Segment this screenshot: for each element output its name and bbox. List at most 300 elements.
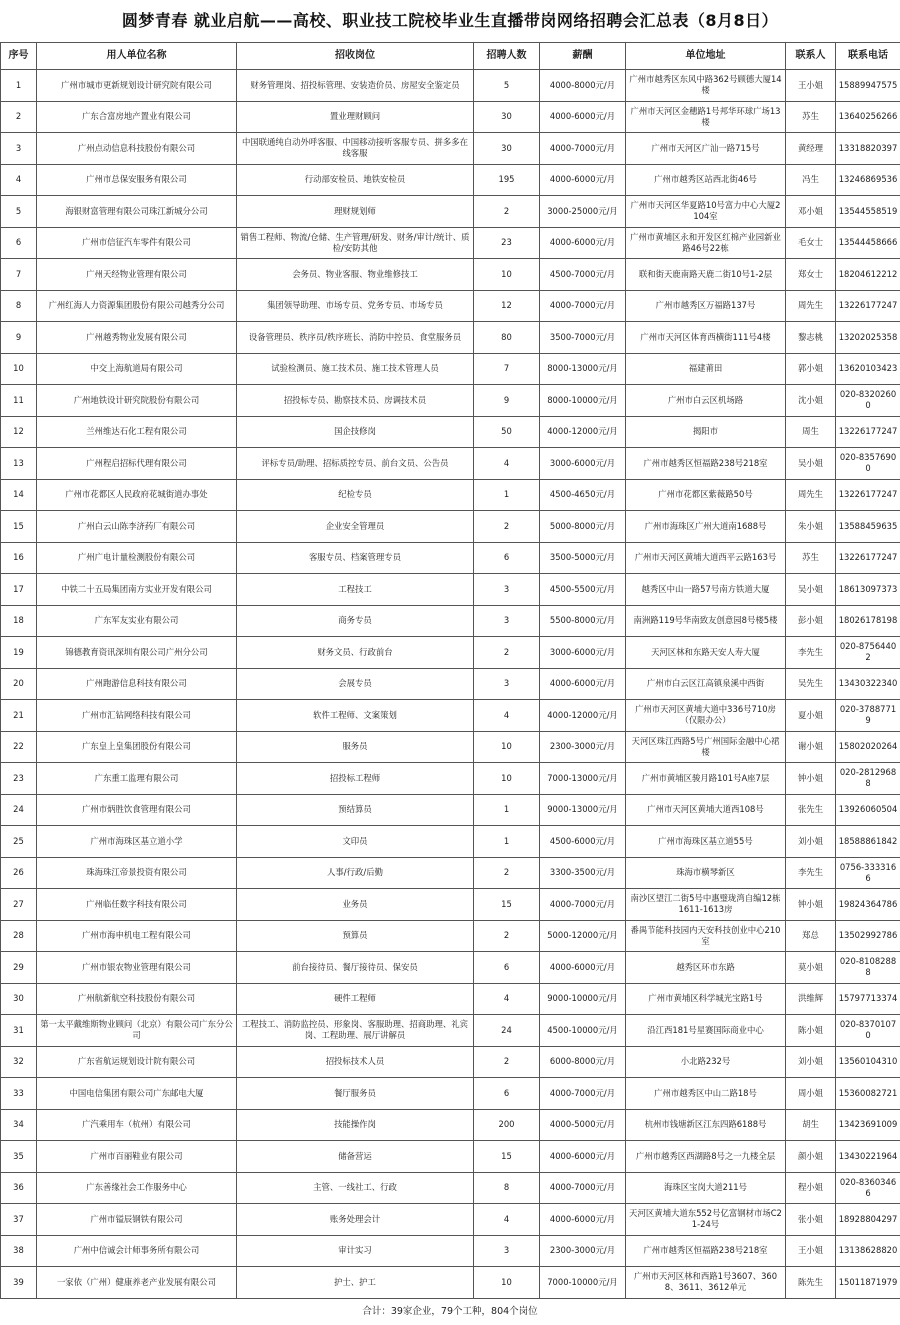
address: 天河区珠江西路5号广州国际金融中心裙楼 (626, 731, 786, 763)
table-row (1, 1235, 900, 1267)
company-name: 兰州维达石化工程有限公司 (37, 416, 237, 448)
contact-person: 周生 (786, 416, 836, 448)
contact-person: 郭小姐 (786, 353, 836, 385)
address: 广州市越秀区恒福路238号218室 (626, 1235, 786, 1267)
row-number: 19 (1, 637, 37, 669)
phone: 13926060504 (836, 794, 900, 826)
positions: 评标专员/助理、招标质控专员、前台文员、公告员 (237, 448, 474, 480)
address: 广州市越秀区恒福路238号218室 (626, 448, 786, 480)
salary: 3000-6000元/月 (540, 637, 626, 669)
phone: 18588861842 (836, 826, 900, 858)
phone: 020-83701070 (836, 1015, 900, 1047)
positions: 会务员、物业客服、物业维修技工 (237, 259, 474, 291)
positions: 软件工程师、文案策划 (237, 700, 474, 732)
contact-person: 陈小姐 (786, 1015, 836, 1047)
company-name: 广州市百丽鞋业有限公司 (37, 1141, 237, 1173)
phone: 13423691009 (836, 1109, 900, 1141)
row-number: 22 (1, 731, 37, 763)
headcount: 4 (474, 983, 540, 1015)
contact-person: 沈小姐 (786, 385, 836, 417)
table-row (1, 574, 900, 606)
positions: 理财规划师 (237, 196, 474, 228)
salary: 4000-7000元/月 (540, 1172, 626, 1204)
salary: 4000-7000元/月 (540, 133, 626, 165)
contact-person: 刘小姐 (786, 826, 836, 858)
contact-person: 谢小姐 (786, 731, 836, 763)
table-row (1, 1141, 900, 1173)
salary: 4000-7000元/月 (540, 889, 626, 921)
phone: 13588459635 (836, 511, 900, 543)
row-number: 15 (1, 511, 37, 543)
contact-person: 王小姐 (786, 70, 836, 102)
headcount: 4 (474, 700, 540, 732)
table-row (1, 290, 900, 322)
row-number: 34 (1, 1109, 37, 1141)
company-name: 广州程启招标代理有限公司 (37, 448, 237, 480)
address: 联和街天鹿南路天鹿二街10号1-2层 (626, 259, 786, 291)
table-row (1, 353, 900, 385)
contact-person: 吴小姐 (786, 448, 836, 480)
headcount: 2 (474, 1046, 540, 1078)
address: 揭阳市 (626, 416, 786, 448)
header-no: 序号 (1, 43, 37, 70)
phone: 13560104310 (836, 1046, 900, 1078)
contact-person: 夏小姐 (786, 700, 836, 732)
salary: 5000-8000元/月 (540, 511, 626, 543)
phone: 13544458666 (836, 227, 900, 259)
salary: 4000-6000元/月 (540, 1204, 626, 1236)
salary: 4000-12000元/月 (540, 416, 626, 448)
phone: 13640256266 (836, 101, 900, 133)
table-body (1, 70, 900, 1299)
phone: 15797713374 (836, 983, 900, 1015)
positions: 前台接待员、餐厅接待员、保安员 (237, 952, 474, 984)
row-number: 2 (1, 101, 37, 133)
company-name: 广州市海申机电工程有限公司 (37, 920, 237, 952)
address: 海珠区宝岗大道211号 (626, 1172, 786, 1204)
positions: 试验检测员、施工技术员、施工技术管理人员 (237, 353, 474, 385)
headcount: 6 (474, 542, 540, 574)
company-name: 广州天经物业管理有限公司 (37, 259, 237, 291)
row-number: 39 (1, 1267, 37, 1299)
contact-person: 胡生 (786, 1109, 836, 1141)
positions: 置业理财顾问 (237, 101, 474, 133)
table-row (1, 1204, 900, 1236)
contact-person: 张先生 (786, 794, 836, 826)
address: 杭州市钱塘新区江东四路6188号 (626, 1109, 786, 1141)
row-number: 11 (1, 385, 37, 417)
row-number: 18 (1, 605, 37, 637)
row-number: 8 (1, 290, 37, 322)
address: 广州市白云区江高镇泉溪中西街 (626, 668, 786, 700)
header-contact: 联系人 (786, 43, 836, 70)
positions: 纪检专员 (237, 479, 474, 511)
positions: 行动部安检员、地铁安检员 (237, 164, 474, 196)
row-number: 10 (1, 353, 37, 385)
positions: 工程技工 (237, 574, 474, 606)
row-number: 23 (1, 763, 37, 795)
headcount: 2 (474, 511, 540, 543)
salary: 5500-8000元/月 (540, 605, 626, 637)
header-count: 招聘人数 (474, 43, 540, 70)
address: 广州市天河区黄埔大道中336号710房（仅限办公） (626, 700, 786, 732)
address: 广州市黄埔区永和开发区红棉产业园新业路46号22栋 (626, 227, 786, 259)
contact-person: 黎志桃 (786, 322, 836, 354)
table-row (1, 259, 900, 291)
table-row (1, 1046, 900, 1078)
contact-person: 颜小姐 (786, 1141, 836, 1173)
company-name: 广东军友实业有限公司 (37, 605, 237, 637)
company-name: 广州临任数字科技有限公司 (37, 889, 237, 921)
salary: 4000-6000元/月 (540, 164, 626, 196)
address: 越秀区中山一路57号南方铁道大厦 (626, 574, 786, 606)
positions: 中国联通纯自动外呼客服、中国移动接听客服专员、拼多多在线客服 (237, 133, 474, 165)
salary: 4000-6000元/月 (540, 668, 626, 700)
table-row (1, 479, 900, 511)
table-row (1, 889, 900, 921)
row-number: 6 (1, 227, 37, 259)
positions: 国企技修岗 (237, 416, 474, 448)
phone: 13226177247 (836, 479, 900, 511)
address: 小北路232号 (626, 1046, 786, 1078)
table-row (1, 70, 900, 102)
table-row (1, 700, 900, 732)
row-number: 26 (1, 857, 37, 889)
contact-person: 苏生 (786, 542, 836, 574)
positions: 会展专员 (237, 668, 474, 700)
headcount: 195 (474, 164, 540, 196)
contact-person: 吴先生 (786, 668, 836, 700)
salary: 4000-6000元/月 (540, 952, 626, 984)
row-number: 14 (1, 479, 37, 511)
salary: 3300-3500元/月 (540, 857, 626, 889)
headcount: 6 (474, 1078, 540, 1110)
address: 越秀区环市东路 (626, 952, 786, 984)
contact-person: 郑女士 (786, 259, 836, 291)
company-name: 广汽乘用车（杭州）有限公司 (37, 1109, 237, 1141)
table-row (1, 920, 900, 952)
headcount: 2 (474, 857, 540, 889)
table-row (1, 227, 900, 259)
address: 天河区黄埔大道东552号亿富钢材市场C21-24号 (626, 1204, 786, 1236)
contact-person: 莫小姐 (786, 952, 836, 984)
positions: 护士、护工 (237, 1267, 474, 1299)
positions: 文印员 (237, 826, 474, 858)
phone: 0756-3333166 (836, 857, 900, 889)
row-number: 4 (1, 164, 37, 196)
phone: 020-83603466 (836, 1172, 900, 1204)
positions: 客服专员、档案管理专员 (237, 542, 474, 574)
row-number: 31 (1, 1015, 37, 1047)
row-number: 3 (1, 133, 37, 165)
salary: 4000-6000元/月 (540, 1141, 626, 1173)
company-name: 广州市花都区人民政府花城街道办事处 (37, 479, 237, 511)
salary: 3000-6000元/月 (540, 448, 626, 480)
table-row (1, 542, 900, 574)
row-number: 20 (1, 668, 37, 700)
address: 广州市花都区紫薇路50号 (626, 479, 786, 511)
table-row (1, 133, 900, 165)
row-number: 5 (1, 196, 37, 228)
headcount: 10 (474, 731, 540, 763)
positions: 招投标专员、勘察技术员、房调技术员 (237, 385, 474, 417)
positions: 主管、一线社工、行政 (237, 1172, 474, 1204)
phone: 13430322340 (836, 668, 900, 700)
positions: 账务处理会计 (237, 1204, 474, 1236)
contact-person: 李先生 (786, 637, 836, 669)
phone: 020-28129688 (836, 763, 900, 795)
table-row (1, 763, 900, 795)
table-row (1, 983, 900, 1015)
address: 广州市白云区机场路 (626, 385, 786, 417)
contact-person: 苏生 (786, 101, 836, 133)
row-number: 32 (1, 1046, 37, 1078)
row-number: 35 (1, 1141, 37, 1173)
salary: 3500-5000元/月 (540, 542, 626, 574)
salary: 7000-13000元/月 (540, 763, 626, 795)
address: 南洲路119号华南致友创意园8号楼5楼 (626, 605, 786, 637)
positions: 财务管理岗、招投标管理、安装造价员、房屋安全鉴定员 (237, 70, 474, 102)
company-name: 中国电信集团有限公司广东邮电大厦 (37, 1078, 237, 1110)
table-row (1, 416, 900, 448)
headcount: 3 (474, 668, 540, 700)
headcount: 15 (474, 889, 540, 921)
row-number: 29 (1, 952, 37, 984)
positions: 商务专员 (237, 605, 474, 637)
company-name: 广州红海人力资源集团股份有限公司越秀分公司 (37, 290, 237, 322)
recruitment-table (0, 42, 900, 1299)
phone: 13430221964 (836, 1141, 900, 1173)
row-number: 38 (1, 1235, 37, 1267)
table-row (1, 826, 900, 858)
phone: 13246869536 (836, 164, 900, 196)
address: 珠海市横琴新区 (626, 857, 786, 889)
company-name: 广州地铁设计研究院股份有限公司 (37, 385, 237, 417)
address: 广州市天河区林和西路1号3607、3608、3611、3612单元 (626, 1267, 786, 1299)
salary: 4000-6000元/月 (540, 227, 626, 259)
header-address: 单位地址 (626, 43, 786, 70)
contact-person: 刘小姐 (786, 1046, 836, 1078)
phone: 020-83576900 (836, 448, 900, 480)
row-number: 16 (1, 542, 37, 574)
table-row (1, 605, 900, 637)
salary: 4500-4650元/月 (540, 479, 626, 511)
table-row (1, 101, 900, 133)
salary: 3500-7000元/月 (540, 322, 626, 354)
row-number: 13 (1, 448, 37, 480)
company-name: 锦德教育资讯深圳有限公司广州分公司 (37, 637, 237, 669)
positions: 企业安全管理员 (237, 511, 474, 543)
headcount: 6 (474, 952, 540, 984)
contact-person: 冯生 (786, 164, 836, 196)
address: 广州市越秀区站西北街46号 (626, 164, 786, 196)
salary: 8000-13000元/月 (540, 353, 626, 385)
table-row (1, 857, 900, 889)
positions: 业务员 (237, 889, 474, 921)
company-name: 第一太平戴维斯物业顾问（北京）有限公司广东分公司 (37, 1015, 237, 1047)
table-row (1, 1267, 900, 1299)
phone: 18204612212 (836, 259, 900, 291)
positions: 工程技工、消防监控员、形象岗、客服助理、招商助理、礼宾岗、工程助理、展厅讲解员 (237, 1015, 474, 1047)
phone: 13226177247 (836, 290, 900, 322)
salary: 5000-12000元/月 (540, 920, 626, 952)
contact-person: 张小姐 (786, 1204, 836, 1236)
phone: 13544558519 (836, 196, 900, 228)
positions: 设备管理员、秩序员/秩序班长、消防中控员、食堂服务员 (237, 322, 474, 354)
address: 广州市海珠区基立道55号 (626, 826, 786, 858)
salary: 9000-13000元/月 (540, 794, 626, 826)
table-row (1, 668, 900, 700)
salary: 4000-5000元/月 (540, 1109, 626, 1141)
headcount: 24 (474, 1015, 540, 1047)
company-name: 广东重工监理有限公司 (37, 763, 237, 795)
header-company: 用人单位名称 (37, 43, 237, 70)
row-number: 21 (1, 700, 37, 732)
phone: 13226177247 (836, 416, 900, 448)
positions: 技能操作岗 (237, 1109, 474, 1141)
address: 广州市海珠区广州大道南1688号 (626, 511, 786, 543)
contact-person: 郑总 (786, 920, 836, 952)
phone: 13502992786 (836, 920, 900, 952)
headcount: 30 (474, 101, 540, 133)
phone: 19824364786 (836, 889, 900, 921)
address: 福建莆田 (626, 353, 786, 385)
table-row (1, 322, 900, 354)
positions: 储备营运 (237, 1141, 474, 1173)
positions: 集团领导助理、市场专员、党务专员、市场专员 (237, 290, 474, 322)
salary: 2300-3000元/月 (540, 1235, 626, 1267)
phone: 13138628820 (836, 1235, 900, 1267)
contact-person: 王小姐 (786, 1235, 836, 1267)
row-number: 30 (1, 983, 37, 1015)
company-name: 一家依（广州）健康养老产业发展有限公司 (37, 1267, 237, 1299)
headcount: 4 (474, 1204, 540, 1236)
table-row (1, 1109, 900, 1141)
company-name: 广州航新航空科技股份有限公司 (37, 983, 237, 1015)
phone: 15011871979 (836, 1267, 900, 1299)
headcount: 1 (474, 794, 540, 826)
positions: 审计实习 (237, 1235, 474, 1267)
address: 天河区林和东路天安人寿大厦 (626, 637, 786, 669)
table-row (1, 1172, 900, 1204)
contact-person: 周先生 (786, 290, 836, 322)
header-phone: 联系电话 (836, 43, 900, 70)
company-name: 中铁二十五局集团南方实业开发有限公司 (37, 574, 237, 606)
address: 广州市天河区黄埔大道西平云路163号 (626, 542, 786, 574)
headcount: 10 (474, 763, 540, 795)
company-name: 广东皇上皇集团股份有限公司 (37, 731, 237, 763)
company-name: 广州市汇钻网络科技有限公司 (37, 700, 237, 732)
row-number: 25 (1, 826, 37, 858)
headcount: 1 (474, 826, 540, 858)
table-row (1, 385, 900, 417)
contact-person: 吴小姐 (786, 574, 836, 606)
headcount: 9 (474, 385, 540, 417)
positions: 服务员 (237, 731, 474, 763)
company-name: 广东合富房地产置业有限公司 (37, 101, 237, 133)
summary-footer: 合计：39家企业，79个工种，804个岗位 (0, 1299, 900, 1325)
salary: 7000-10000元/月 (540, 1267, 626, 1299)
address: 广州市天河区广汕一路715号 (626, 133, 786, 165)
row-number: 33 (1, 1078, 37, 1110)
positions: 硬件工程师 (237, 983, 474, 1015)
salary: 4500-7000元/月 (540, 259, 626, 291)
headcount: 4 (474, 448, 540, 480)
company-name: 中交上海航道局有限公司 (37, 353, 237, 385)
contact-person: 周先生 (786, 479, 836, 511)
salary: 9000-10000元/月 (540, 983, 626, 1015)
positions: 人事/行政/后勤 (237, 857, 474, 889)
positions: 招投标技术人员 (237, 1046, 474, 1078)
row-number: 12 (1, 416, 37, 448)
phone: 15360082721 (836, 1078, 900, 1110)
table-row (1, 448, 900, 480)
table-header-row (1, 43, 900, 70)
headcount: 2 (474, 196, 540, 228)
company-name: 广州市银农物业管理有限公司 (37, 952, 237, 984)
headcount: 3 (474, 605, 540, 637)
row-number: 24 (1, 794, 37, 826)
phone: 020-87564402 (836, 637, 900, 669)
phone: 18026178198 (836, 605, 900, 637)
table-row (1, 511, 900, 543)
address: 广州市天河区华夏路10号富力中心大厦2104室 (626, 196, 786, 228)
address: 广州市黄埔区骏月路101号A座7层 (626, 763, 786, 795)
contact-person: 程小姐 (786, 1172, 836, 1204)
company-name: 广东省航运规划设计院有限公司 (37, 1046, 237, 1078)
positions: 财务文员、行政前台 (237, 637, 474, 669)
company-name: 广州市总保安服务有限公司 (37, 164, 237, 196)
company-name: 广东善缘社会工作服务中心 (37, 1172, 237, 1204)
headcount: 30 (474, 133, 540, 165)
headcount: 3 (474, 574, 540, 606)
positions: 餐厅服务员 (237, 1078, 474, 1110)
headcount: 8 (474, 1172, 540, 1204)
company-name: 广州白云山陈李济药厂有限公司 (37, 511, 237, 543)
address: 南沙区望江二街5号中惠璧珑湾自编12栋1611-1613房 (626, 889, 786, 921)
row-number: 7 (1, 259, 37, 291)
salary: 3000-25000元/月 (540, 196, 626, 228)
phone: 15802020264 (836, 731, 900, 763)
headcount: 80 (474, 322, 540, 354)
company-name: 广州市炳胜饮食管理有限公司 (37, 794, 237, 826)
contact-person: 黄经理 (786, 133, 836, 165)
salary: 4000-7000元/月 (540, 290, 626, 322)
phone: 020-81082888 (836, 952, 900, 984)
phone: 020-83202600 (836, 385, 900, 417)
row-number: 1 (1, 70, 37, 102)
salary: 8000-10000元/月 (540, 385, 626, 417)
company-name: 海银财富管理有限公司珠江新城分公司 (37, 196, 237, 228)
headcount: 10 (474, 1267, 540, 1299)
phone: 020-37887719 (836, 700, 900, 732)
page-title: 圆梦青春 就业启航——高校、职业技工院校毕业生直播带岗网络招聘会汇总表（8月8日） (0, 0, 900, 42)
contact-person: 彭小姐 (786, 605, 836, 637)
address: 番禺节能科技园内天安科技创业中心210室 (626, 920, 786, 952)
company-name: 广州点动信息科技股份有限公司 (37, 133, 237, 165)
salary: 4500-6000元/月 (540, 826, 626, 858)
company-name: 广州市镒辰钢铁有限公司 (37, 1204, 237, 1236)
salary: 4500-5500元/月 (540, 574, 626, 606)
headcount: 3 (474, 1235, 540, 1267)
address: 广州市天河区黄埔大道西108号 (626, 794, 786, 826)
row-number: 37 (1, 1204, 37, 1236)
phone: 13620103423 (836, 353, 900, 385)
phone: 18613097373 (836, 574, 900, 606)
table-row (1, 1015, 900, 1047)
headcount: 12 (474, 290, 540, 322)
row-number: 36 (1, 1172, 37, 1204)
